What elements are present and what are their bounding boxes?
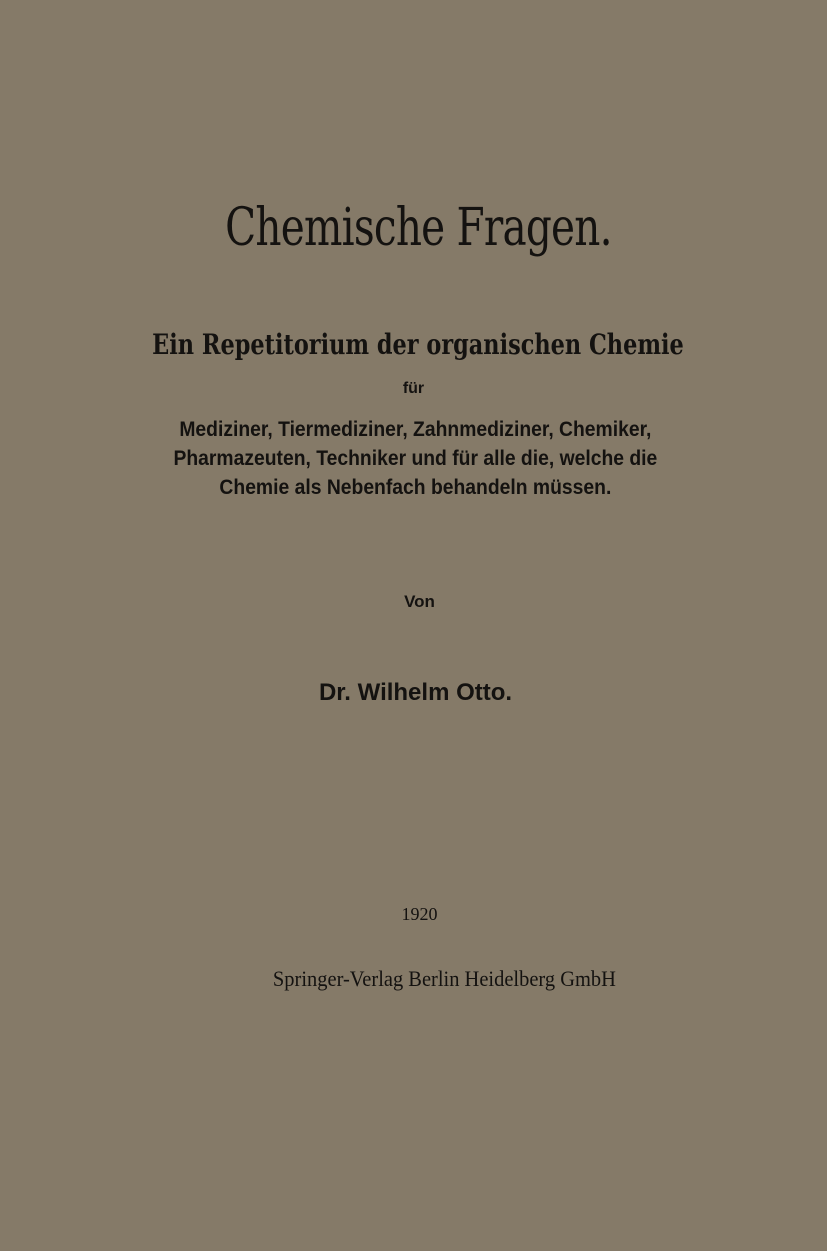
by-label: Von <box>404 592 435 611</box>
publisher-name: Springer-Verlag Berlin Heidelberg GmbH <box>272 966 616 991</box>
publication-year: 1920 <box>401 904 438 924</box>
audience-line: Chemie als Nebenfach behandeln müssen. <box>219 476 612 499</box>
book-title: Chemische Fragen. <box>225 198 612 258</box>
audience-line: Mediziner, Tiermediziner, Zahnmediziner, Chemiker, <box>179 418 652 441</box>
author-name: Dr. Wilhelm Otto. <box>318 679 513 706</box>
audience-line: Pharmazeuten, Techniker und für alle die, welche die <box>173 447 658 470</box>
audience-intro: für <box>402 380 425 397</box>
book-subtitle: Ein Repetitorium der organischen Chemie <box>152 328 684 361</box>
